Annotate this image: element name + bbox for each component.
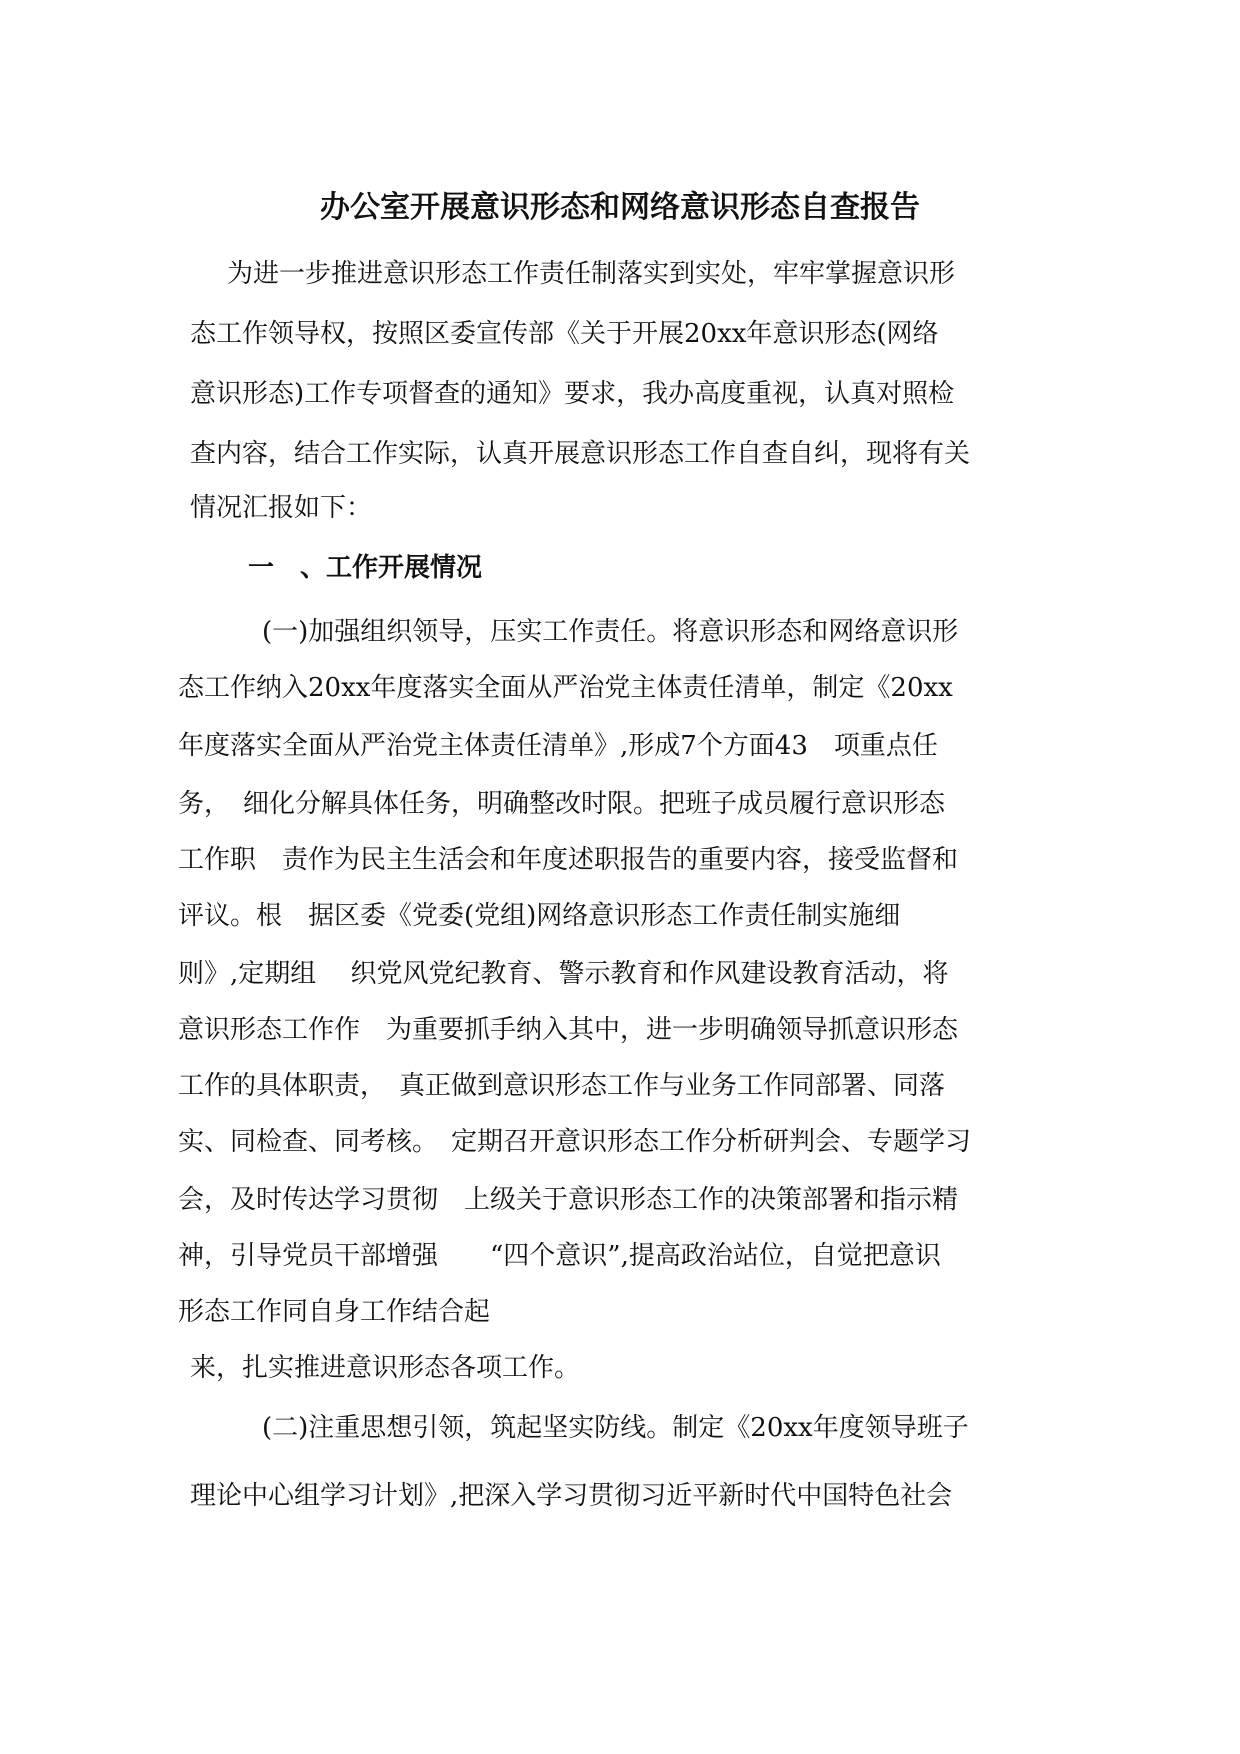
para1-line: 神，引导党员干部增强 “四个意识”,提高政治站位，自觉把意识 bbox=[178, 1241, 941, 1271]
para1-line: 评议。根 据区委《党委(党组)网络意识形态工作责任制实施细 bbox=[178, 901, 901, 931]
document-title: 办公室开展意识形态和网络意识形态自查报告 bbox=[320, 190, 920, 225]
intro-line: 查内容，结合工作实际，认真开展意识形态工作自查自纠，现将有关 bbox=[190, 439, 971, 469]
para1-line: 来，扎实推进意识形态各项工作。 bbox=[190, 1353, 581, 1383]
para1-line: 年度落实全面从严治党主体责任清单》,形成7个方面43 项重点任 bbox=[178, 731, 938, 761]
para1-line: (一)加强组织领导，压实工作责任。将意识形态和网络意识形 bbox=[262, 617, 959, 647]
para2-line: 理论中心组学习计划》,把深入学习贯彻习近平新时代中国特色社会 bbox=[190, 1481, 953, 1511]
para1-line: 会，及时传达学习贯彻 上级关于意识形态工作的决策部署和指示精 bbox=[178, 1185, 959, 1215]
section-heading: 一 、工作开展情况 bbox=[248, 553, 483, 583]
para1-line: 工作的具体职责， 真正做到意识形态工作与业务工作同部署、同落 bbox=[178, 1071, 946, 1101]
para1-line: 形态工作同自身工作结合起 bbox=[178, 1297, 491, 1327]
para1-line: 实、同检查、同考核。 定期召开意识形态工作分析研判会、专题学习 bbox=[178, 1127, 972, 1157]
intro-line: 为进一步推进意识形态工作责任制落实到实处，牢牢掌握意识形 bbox=[227, 259, 956, 289]
intro-line: 情况汇报如下： bbox=[190, 493, 373, 523]
intro-line: 态工作领导权，按照区委宣传部《关于开展20xx年意识形态(网络 bbox=[190, 319, 939, 349]
para1-line: 意识形态工作作 为重要抓手纳入其中，进一步明确领导抓意识形态 bbox=[178, 1015, 959, 1045]
intro-line: 意识形态)工作专项督查的通知》要求，我办高度重视，认真对照检 bbox=[190, 379, 955, 409]
para1-line: 工作职 责作为民主生活会和年度述职报告的重要内容，接受监督和 bbox=[178, 845, 959, 875]
para1-line: 则》,定期组 织党风党纪教育、警示教育和作风建设教育活动，将 bbox=[178, 959, 949, 989]
para2-line: (二)注重思想引领，筑起坚实防线。制定《20xx年度领导班子 bbox=[262, 1413, 969, 1443]
para1-line: 务， 细化分解具体任务，明确整改时限。把班子成员履行意识形态 bbox=[178, 789, 946, 819]
para1-line: 态工作纳入20xx年度落实全面从严治党主体责任清单，制定《20xx bbox=[178, 673, 953, 703]
